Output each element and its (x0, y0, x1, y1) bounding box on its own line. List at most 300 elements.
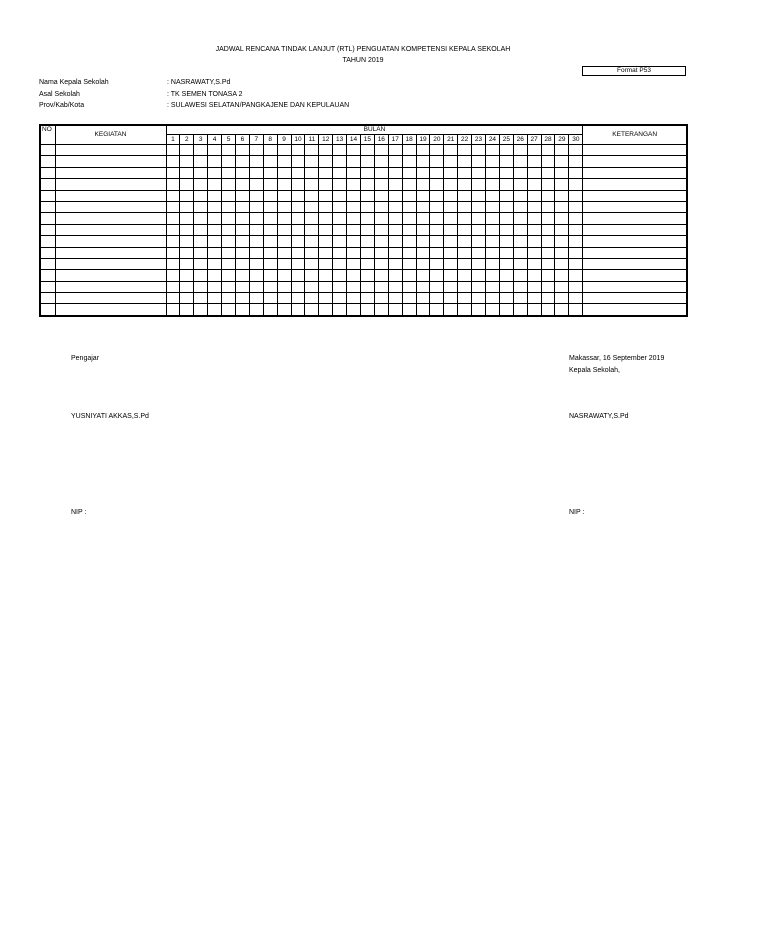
cell-day (527, 304, 541, 316)
cell-day (513, 304, 527, 316)
cell-day (360, 247, 374, 258)
cell-day (402, 167, 416, 178)
cell-day (305, 224, 319, 235)
cell-day (360, 156, 374, 167)
cell-day (388, 179, 402, 190)
cell-day (208, 281, 222, 292)
cell-day (194, 258, 208, 269)
cell-day (333, 167, 347, 178)
table-row (40, 213, 687, 224)
cell-day (235, 270, 249, 281)
cell-day (569, 201, 583, 212)
cell-day (541, 247, 555, 258)
signature-right-nip: NIP : (569, 509, 585, 516)
cell-day (180, 156, 194, 167)
cell-day (277, 270, 291, 281)
cell-day (527, 145, 541, 156)
day-header: 4 (208, 135, 222, 145)
cell-day (388, 293, 402, 304)
cell-day (319, 258, 333, 269)
cell-day (208, 258, 222, 269)
day-header: 22 (458, 135, 472, 145)
cell-day (485, 304, 499, 316)
cell-day (319, 224, 333, 235)
cell-day (430, 213, 444, 224)
cell-day (374, 213, 388, 224)
cell-no (40, 270, 55, 281)
cell-day (541, 293, 555, 304)
cell-day (374, 236, 388, 247)
info-value-asal-sekolah: : TK SEMEN TONASA 2 (167, 91, 243, 98)
cell-day (527, 270, 541, 281)
cell-day (319, 179, 333, 190)
cell-day (555, 270, 569, 281)
cell-no (40, 167, 55, 178)
cell-day (222, 270, 236, 281)
cell-day (166, 281, 180, 292)
col-header-no: NO (40, 125, 55, 145)
day-header: 26 (513, 135, 527, 145)
cell-day (291, 258, 305, 269)
cell-day (374, 258, 388, 269)
cell-day (513, 156, 527, 167)
cell-day (513, 293, 527, 304)
cell-day (472, 258, 486, 269)
cell-day (485, 179, 499, 190)
cell-day (458, 201, 472, 212)
cell-day (305, 258, 319, 269)
cell-day (485, 224, 499, 235)
cell-day (166, 304, 180, 316)
cell-day (402, 304, 416, 316)
table-body (40, 145, 687, 316)
cell-day (430, 293, 444, 304)
cell-day (180, 258, 194, 269)
cell-day (277, 156, 291, 167)
cell-day (180, 270, 194, 281)
cell-day (513, 213, 527, 224)
cell-day (166, 270, 180, 281)
cell-day (402, 247, 416, 258)
cell-day (555, 145, 569, 156)
cell-day (208, 270, 222, 281)
cell-no (40, 213, 55, 224)
cell-kegiatan (55, 270, 166, 281)
table-row (40, 167, 687, 178)
cell-kegiatan (55, 213, 166, 224)
cell-day (527, 236, 541, 247)
cell-day (263, 224, 277, 235)
cell-day (319, 270, 333, 281)
cell-day (333, 201, 347, 212)
cell-day (416, 270, 430, 281)
cell-day (249, 179, 263, 190)
cell-day (263, 304, 277, 316)
cell-day (444, 201, 458, 212)
day-header: 24 (485, 135, 499, 145)
cell-day (194, 304, 208, 316)
cell-day (416, 236, 430, 247)
cell-day (541, 270, 555, 281)
cell-day (319, 156, 333, 167)
cell-day (472, 156, 486, 167)
cell-kegiatan (55, 167, 166, 178)
cell-day (333, 213, 347, 224)
cell-day (374, 293, 388, 304)
cell-day (513, 258, 527, 269)
cell-day (374, 190, 388, 201)
cell-day (388, 156, 402, 167)
cell-day (235, 304, 249, 316)
cell-day (194, 145, 208, 156)
cell-day (388, 258, 402, 269)
cell-day (235, 224, 249, 235)
cell-day (541, 190, 555, 201)
cell-day (194, 156, 208, 167)
cell-day (458, 179, 472, 190)
cell-day (263, 281, 277, 292)
cell-day (541, 258, 555, 269)
cell-day (277, 213, 291, 224)
cell-day (222, 190, 236, 201)
document-year: TAHUN 2019 (342, 57, 384, 64)
cell-day (347, 293, 361, 304)
cell-keterangan (583, 224, 687, 235)
cell-day (472, 247, 486, 258)
cell-day (249, 213, 263, 224)
cell-day (277, 190, 291, 201)
cell-day (569, 156, 583, 167)
cell-day (499, 145, 513, 156)
cell-day (305, 281, 319, 292)
cell-day (333, 179, 347, 190)
cell-day (291, 224, 305, 235)
cell-day (499, 179, 513, 190)
cell-day (249, 167, 263, 178)
cell-day (569, 293, 583, 304)
cell-day (249, 293, 263, 304)
cell-day (416, 304, 430, 316)
cell-day (277, 247, 291, 258)
cell-day (291, 213, 305, 224)
cell-keterangan (583, 190, 687, 201)
cell-day (430, 167, 444, 178)
cell-day (555, 258, 569, 269)
cell-day (527, 258, 541, 269)
cell-day (194, 247, 208, 258)
cell-day (222, 304, 236, 316)
cell-day (458, 190, 472, 201)
cell-day (249, 224, 263, 235)
cell-day (388, 190, 402, 201)
cell-day (472, 190, 486, 201)
cell-day (527, 224, 541, 235)
cell-day (222, 201, 236, 212)
cell-no (40, 145, 55, 156)
cell-day (166, 224, 180, 235)
day-header: 29 (555, 135, 569, 145)
day-header: 20 (430, 135, 444, 145)
cell-day (569, 236, 583, 247)
day-header: 27 (527, 135, 541, 145)
cell-kegiatan (55, 201, 166, 212)
cell-no (40, 201, 55, 212)
cell-day (513, 201, 527, 212)
cell-keterangan (583, 201, 687, 212)
day-header: 7 (249, 135, 263, 145)
cell-day (263, 190, 277, 201)
cell-day (513, 145, 527, 156)
cell-day (208, 179, 222, 190)
cell-day (235, 179, 249, 190)
cell-day (513, 281, 527, 292)
cell-day (166, 190, 180, 201)
cell-day (333, 258, 347, 269)
table-row (40, 145, 687, 156)
cell-day (263, 213, 277, 224)
cell-day (208, 236, 222, 247)
cell-kegiatan (55, 179, 166, 190)
cell-day (472, 167, 486, 178)
cell-day (499, 167, 513, 178)
cell-day (249, 236, 263, 247)
cell-day (499, 247, 513, 258)
cell-day (513, 179, 527, 190)
cell-day (305, 190, 319, 201)
cell-day (222, 167, 236, 178)
signature-place-date: Makassar, 16 September 2019 (569, 355, 665, 362)
day-header: 2 (180, 135, 194, 145)
cell-day (444, 304, 458, 316)
cell-day (458, 167, 472, 178)
cell-day (485, 156, 499, 167)
cell-day (458, 304, 472, 316)
cell-day (485, 281, 499, 292)
cell-day (472, 281, 486, 292)
table-row (40, 293, 687, 304)
cell-day (472, 224, 486, 235)
cell-day (249, 258, 263, 269)
cell-day (194, 236, 208, 247)
cell-day (416, 145, 430, 156)
cell-day (499, 224, 513, 235)
cell-day (388, 213, 402, 224)
cell-day (499, 201, 513, 212)
cell-day (402, 270, 416, 281)
cell-day (374, 247, 388, 258)
table-row (40, 224, 687, 235)
cell-day (388, 145, 402, 156)
table-row (40, 190, 687, 201)
cell-day (499, 270, 513, 281)
cell-day (388, 224, 402, 235)
cell-day (555, 201, 569, 212)
cell-day (472, 270, 486, 281)
cell-day (249, 270, 263, 281)
cell-no (40, 156, 55, 167)
cell-day (416, 293, 430, 304)
cell-day (347, 190, 361, 201)
cell-day (513, 236, 527, 247)
cell-day (277, 201, 291, 212)
cell-day (166, 179, 180, 190)
cell-day (222, 258, 236, 269)
cell-day (347, 236, 361, 247)
cell-day (319, 213, 333, 224)
cell-day (291, 247, 305, 258)
cell-day (472, 304, 486, 316)
cell-day (263, 270, 277, 281)
cell-no (40, 258, 55, 269)
cell-keterangan (583, 270, 687, 281)
cell-day (430, 258, 444, 269)
cell-day (569, 179, 583, 190)
cell-day (208, 201, 222, 212)
cell-day (402, 156, 416, 167)
cell-day (527, 156, 541, 167)
cell-day (166, 201, 180, 212)
col-header-keterangan: KETERANGAN (583, 125, 687, 145)
cell-day (333, 293, 347, 304)
cell-day (499, 293, 513, 304)
day-header: 1 (166, 135, 180, 145)
day-header: 6 (235, 135, 249, 145)
cell-day (499, 190, 513, 201)
table-row (40, 258, 687, 269)
cell-day (402, 258, 416, 269)
cell-day (513, 224, 527, 235)
cell-kegiatan (55, 258, 166, 269)
cell-day (402, 190, 416, 201)
cell-day (388, 247, 402, 258)
cell-day (374, 167, 388, 178)
cell-day (430, 179, 444, 190)
cell-day (555, 236, 569, 247)
cell-day (208, 224, 222, 235)
cell-keterangan (583, 179, 687, 190)
cell-day (180, 190, 194, 201)
cell-day (208, 190, 222, 201)
cell-day (222, 145, 236, 156)
cell-day (541, 167, 555, 178)
cell-day (263, 167, 277, 178)
cell-day (333, 190, 347, 201)
cell-day (430, 156, 444, 167)
day-header: 17 (388, 135, 402, 145)
cell-day (319, 190, 333, 201)
cell-day (402, 236, 416, 247)
cell-day (305, 156, 319, 167)
info-value-prov-kab-kota: : SULAWESI SELATAN/PANGKAJENE DAN KEPULAUAN (167, 102, 350, 109)
cell-day (333, 270, 347, 281)
cell-keterangan (583, 236, 687, 247)
cell-day (347, 281, 361, 292)
cell-day (416, 247, 430, 258)
cell-day (208, 156, 222, 167)
cell-day (541, 201, 555, 212)
cell-day (541, 304, 555, 316)
rtl-schedule-table (39, 124, 688, 317)
cell-day (194, 190, 208, 201)
cell-day (319, 293, 333, 304)
cell-day (347, 213, 361, 224)
cell-day (319, 236, 333, 247)
table-row (40, 236, 687, 247)
cell-keterangan (583, 145, 687, 156)
cell-day (416, 281, 430, 292)
cell-day (333, 145, 347, 156)
cell-keterangan (583, 304, 687, 316)
cell-day (347, 224, 361, 235)
cell-no (40, 281, 55, 292)
cell-day (208, 213, 222, 224)
cell-day (499, 258, 513, 269)
cell-day (513, 167, 527, 178)
cell-day (499, 236, 513, 247)
cell-day (444, 236, 458, 247)
cell-kegiatan (55, 156, 166, 167)
cell-day (555, 293, 569, 304)
cell-day (430, 304, 444, 316)
cell-day (541, 179, 555, 190)
cell-keterangan (583, 167, 687, 178)
cell-day (374, 145, 388, 156)
info-label-prov-kab-kota: Prov/Kab/Kota (39, 102, 85, 109)
cell-day (472, 201, 486, 212)
cell-kegiatan (55, 304, 166, 316)
cell-day (180, 236, 194, 247)
cell-day (555, 304, 569, 316)
cell-day (430, 247, 444, 258)
cell-day (347, 179, 361, 190)
table-row (40, 270, 687, 281)
cell-day (305, 201, 319, 212)
cell-day (485, 190, 499, 201)
cell-day (277, 281, 291, 292)
cell-day (360, 224, 374, 235)
cell-day (458, 213, 472, 224)
cell-day (444, 281, 458, 292)
cell-day (305, 270, 319, 281)
cell-day (485, 247, 499, 258)
cell-day (472, 293, 486, 304)
cell-day (305, 293, 319, 304)
cell-day (333, 304, 347, 316)
cell-day (333, 236, 347, 247)
cell-day (166, 167, 180, 178)
cell-day (472, 213, 486, 224)
day-header: 5 (222, 135, 236, 145)
document-title: JADWAL RENCANA TINDAK LANJUT (RTL) PENGUATAN KOMPETENSI KEPALA SEKOLAH (215, 46, 511, 53)
cell-day (402, 213, 416, 224)
cell-day (180, 167, 194, 178)
cell-day (430, 201, 444, 212)
cell-day (430, 236, 444, 247)
cell-day (194, 213, 208, 224)
cell-kegiatan (55, 190, 166, 201)
cell-day (458, 247, 472, 258)
cell-day (208, 247, 222, 258)
cell-day (180, 145, 194, 156)
cell-day (347, 258, 361, 269)
cell-day (485, 293, 499, 304)
cell-day (360, 236, 374, 247)
cell-day (360, 281, 374, 292)
cell-day (555, 190, 569, 201)
cell-day (222, 247, 236, 258)
cell-day (374, 156, 388, 167)
cell-day (569, 190, 583, 201)
